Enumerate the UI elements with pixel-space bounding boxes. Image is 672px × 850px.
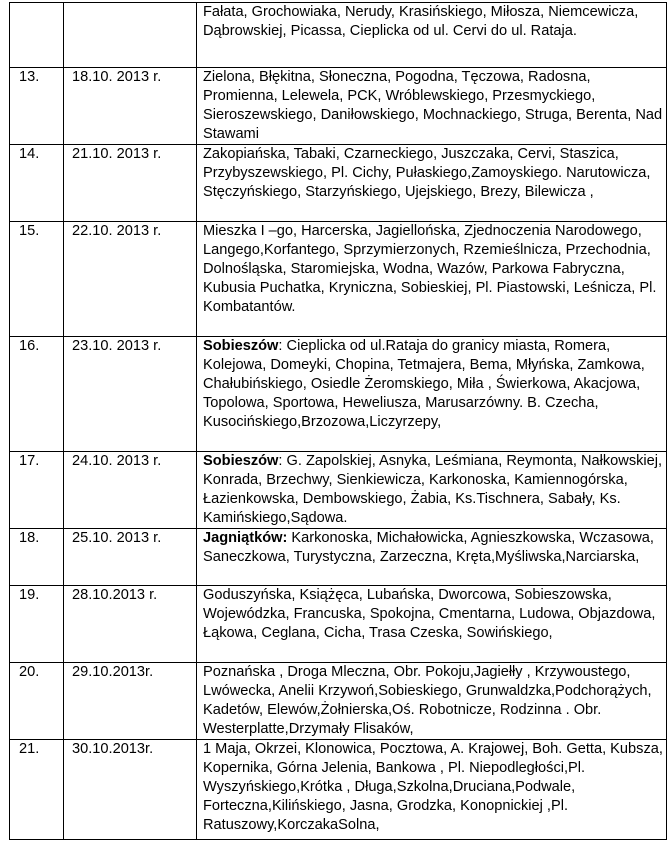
table-row <box>10 740 667 840</box>
table-row <box>10 586 667 663</box>
row-number <box>10 3 64 68</box>
street-list: Mieszka I –go, Harcerska, Jagiellońska, Zjednoczenia Narodowego, Langego,Korfantego, Sprzymierzonych, Rzemieślnicza, Przechodnia, Dolnośląska, Staromiejska, Wodna, Wazów, Parkowa Fabryczna, Kubusia Puchatka, Kryniczna, Sobieskiej, Pl. Piastowski, Leśnicza, Pl. Kombatantów. <box>203 223 657 315</box>
row-number: 21. <box>10 740 64 840</box>
row-date: 24.10. 2013 r. <box>64 452 197 529</box>
street-list: : G. Zapolskiej, Asnyka, Leśmiana, Reymonta, Nałkowskiej, Konrada, Brzechwy, Sienkiewicza, Karkonoska, Kamiennogórska, Łazienkowska, Dembowskiego, Żabia, Ks.Tischnera, Sabały, Ks. Kamińskiego,Sądowa. <box>203 453 663 526</box>
table-row <box>10 222 667 337</box>
schedule-body <box>10 3 667 840</box>
row-date <box>64 3 197 68</box>
table-row <box>10 145 667 222</box>
schedule-table <box>9 2 667 840</box>
street-list: Poznańska , Droga Mleczna, Obr. Pokoju,Jagiełły , Krzywoustego, Lwówecka, Anelii Krzywoń,Sobieskiego, Grunwaldzka,Podchorążych, Kadetów, Elewów,Żołnierska,Oś. Robotnicze, Rodzinna . Obr. Westerplatte,Drzymały Flisaków, <box>203 664 652 737</box>
row-date: 18.10. 2013 r. <box>64 68 197 145</box>
row-number: 19. <box>10 586 64 663</box>
district-name: Jagniątków: <box>203 530 288 546</box>
row-streets-cell <box>197 529 667 586</box>
row-date: 23.10. 2013 r. <box>64 337 197 452</box>
row-number: 20. <box>10 663 64 740</box>
row-streets-cell <box>197 145 667 222</box>
street-list: : Cieplicka od ul.Rataja do granicy miasta, Romera, Kolejowa, Domeyki, Chopina, Tetmajera, Bema, Młyńska, Zamkowa, Chałubińskiego, Osiedle Żeromskiego, Miła , Świerkowa, Akacjowa, Topolowa, Sportowa, Heweliusza, Marusarzówny. B. Czecha, Kusocińskiego,Brzozowa,Liczyrzepy, <box>203 338 645 430</box>
table-row <box>10 337 667 452</box>
row-streets-cell <box>197 68 667 145</box>
district-name: Sobieszów <box>203 338 279 354</box>
row-streets-cell <box>197 452 667 529</box>
table-row <box>10 68 667 145</box>
row-date: 28.10.2013 r. <box>64 586 197 663</box>
street-list: Fałata, Grochowiaka, Nerudy, Krasińskiego, Miłosza, Niemcewicza, Dąbrowskiej, Picassa, Cieplicka od ul. Cervi do ul. Rataja. <box>203 4 639 39</box>
table-row <box>10 663 667 740</box>
row-streets-cell <box>197 586 667 663</box>
row-streets-cell <box>197 3 667 68</box>
row-streets-cell <box>197 222 667 337</box>
street-list: Zielona, Błękitna, Słoneczna, Pogodna, Tęczowa, Radosna, Promienna, Lelewela, PCK, Wróblewskiego, Przesmyckiego, Sieroszewskiego, Daniłowskiego, Mochnackiego, Struga, Berenta, Nad Stawami <box>203 69 663 142</box>
row-date: 29.10.2013r. <box>64 663 197 740</box>
row-streets-cell <box>197 663 667 740</box>
row-number: 14. <box>10 145 64 222</box>
row-number: 15. <box>10 222 64 337</box>
row-date: 25.10. 2013 r. <box>64 529 197 586</box>
row-number: 18. <box>10 529 64 586</box>
table-row <box>10 529 667 586</box>
street-list: 1 Maja, Okrzei, Klonowica, Pocztowa, A. Krajowej, Boh. Getta, Kubsza, Kopernika, Górna Jelenia, Bankowa , Pl. Niepodległości,Pl. Wyszyńskiego,Krótka , Długa,Szkolna,Druciana,Podwale, Forteczna,Kilińskiego, Jasna, Grodzka, Konopnickiej ,Pl. Ratuszowy,KorczakaSolna, <box>203 741 663 833</box>
row-streets-cell <box>197 337 667 452</box>
row-number: 17. <box>10 452 64 529</box>
row-date: 30.10.2013r. <box>64 740 197 840</box>
row-number: 13. <box>10 68 64 145</box>
street-list: Goduszyńska, Książęca, Lubańska, Dworcowa, Sobieszowska, Wojewódzka, Francuska, Spokojna, Cmentarna, Ludowa, Objazdowa, Łąkowa, Ceglana, Cicha, Trasa Czeska, Sowińskiego, <box>203 587 656 641</box>
row-streets-cell <box>197 740 667 840</box>
street-list: Karkonoska, Michałowicka, Agnieszkowska, Wczasowa, Saneczkowa, Turystyczna, Zarzeczna, Kręta,Myśliwska,Narciarska, <box>203 530 654 565</box>
row-date: 22.10. 2013 r. <box>64 222 197 337</box>
table-row <box>10 452 667 529</box>
district-name: Sobieszów <box>203 453 279 469</box>
row-date: 21.10. 2013 r. <box>64 145 197 222</box>
table-row <box>10 3 667 68</box>
street-list: Zakopiańska, Tabaki, Czarneckiego, Juszczaka, Cervi, Staszica, Przybyszewskiego, Pl. Cichy, Pułaskiego,Zamoyskiego. Narutowicza, Stęczyńskiego, Starzyńskiego, Ujejskiego, Brezy, Bilewicza , <box>203 146 651 200</box>
row-number: 16. <box>10 337 64 452</box>
